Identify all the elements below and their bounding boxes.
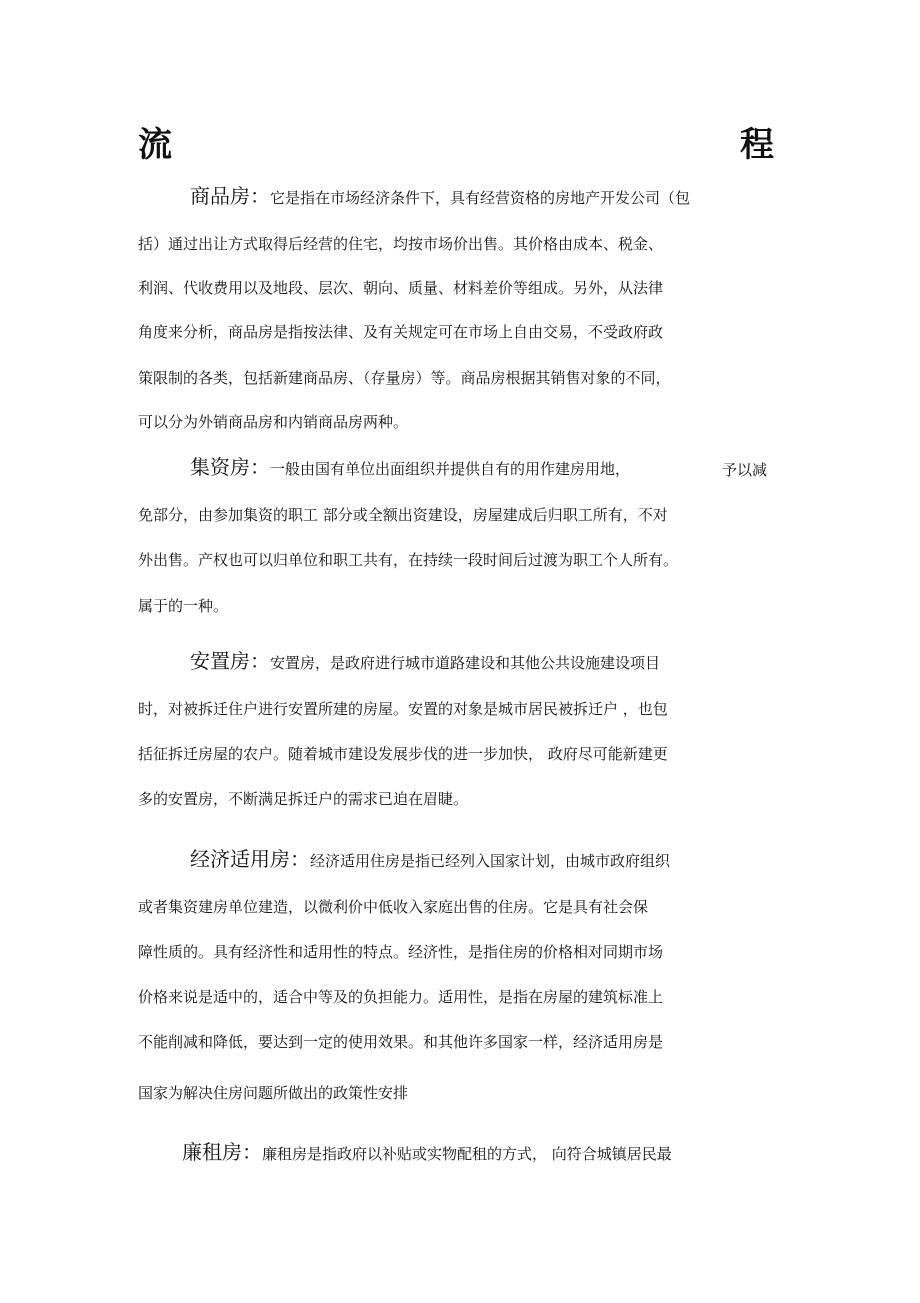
paragraph-line: 利润、代收费用以及地段、层次、朝向、质量、材料差价等组成。另外，从法律 — [138, 279, 664, 297]
paragraph-line: 障性质的。具有经济性和适用性的特点。经济性，是指住房的价格相对同期市场 — [138, 943, 664, 961]
paragraph-line: 不能削减和降低，要达到一定的使用效果。和其他许多国家一样，经济适用房是 — [138, 1033, 664, 1051]
paragraph-line: 或者集资建房单位建造，以微利价中低收入家庭出售的住房。它是具有社会保 — [138, 898, 649, 916]
paragraph-line: 括征拆迁房屋的农户。随着城市建设发展步伐的进一步加快， 政府尽可能新建更 — [138, 745, 668, 763]
paragraph-line: 予以减 — [722, 461, 768, 479]
paragraph-line: 括）通过出让方式取得后经营的住宅，均按市场价出售。其价格由成本、税金、 — [138, 235, 664, 253]
paragraph-line: 价格来说是适中的，适合中等及的负担能力。适用性，是指在房屋的建筑标准上 — [138, 988, 664, 1006]
section-first-line — [190, 184, 690, 210]
paragraph-line: 外出售。产权也可以归单位和职工共有，在持续一段时间后过渡为职工个人所有。 — [138, 551, 679, 569]
paragraph-line: 国家为解决住房问题所做出的政策性安排 — [138, 1084, 409, 1102]
section-first-line — [190, 847, 670, 873]
section-first-line — [190, 649, 660, 675]
term-low-rent-housing: 廉租房： — [182, 1140, 262, 1164]
term-commercial-housing: 商品房： — [190, 184, 270, 208]
paragraph-line: 多的安置房，不断满足拆迁户的需求已迫在眉睫。 — [138, 790, 469, 808]
paragraph-line: 免部分，由参加集资的职工 部分或全额出资建设，房屋建成后归职工所有，不对 — [138, 506, 668, 524]
paragraph-line: 可以分为外销商品房和内销商品房两种。 — [138, 413, 409, 431]
page-title-right-char: 程 — [740, 125, 774, 165]
term-resettlement-housing: 安置房： — [190, 649, 270, 673]
section-first-line — [182, 1140, 672, 1166]
paragraph-line: 属于的一种。 — [138, 597, 229, 615]
paragraph-line: 安置房，是政府进行城市道路建设和其他公共设施建设项目 — [270, 654, 661, 672]
section-first-line — [190, 455, 630, 481]
paragraph-line: 经济适用住房是指已经列入国家计划，由城市政府组织 — [310, 852, 671, 870]
paragraph-line: 策限制的各类，包括新建商品房、（存量房）等。商品房根据其销售对象的不同， — [138, 369, 671, 387]
paragraph-line: 时，对被拆迁住户进行安置所建的房屋。安置的对象是城市居民被拆迁户 ，也包 — [138, 700, 668, 718]
paragraph-line: 一般由国有单位出面组织并提供自有的用作建房用地， — [270, 460, 631, 478]
paragraph-line: 廉租房是指政府以补贴或实物配租的方式， 向符合城镇居民最 — [262, 1145, 672, 1163]
paragraph-line: 角度来分析，商品房是指按法律、及有关规定可在市场上自由交易，不受政府政 — [138, 323, 664, 341]
page-title-left-char: 流 — [138, 125, 172, 165]
term-fundraised-housing: 集资房： — [190, 455, 270, 479]
paragraph-line: 它是指在市场经济条件下，具有经营资格的房地产开发公司（包 — [270, 189, 691, 207]
term-affordable-housing: 经济适用房： — [190, 847, 310, 871]
